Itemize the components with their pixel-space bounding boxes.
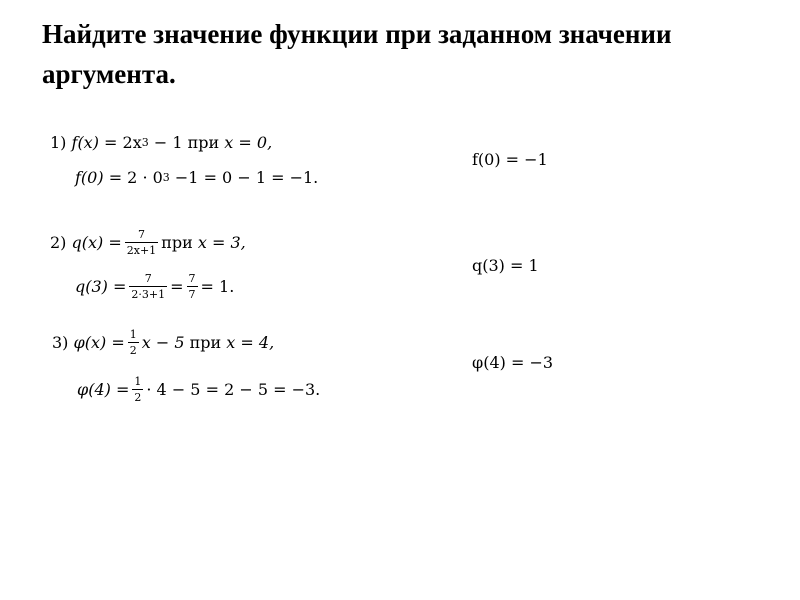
problem-2-statement [50, 228, 246, 257]
condition-word: при [161, 232, 193, 252]
fraction-denominator: 7 [188, 288, 196, 301]
equals-sign: = [113, 276, 127, 296]
condition-word: при [189, 332, 222, 352]
function-name: φ(x) [73, 332, 107, 352]
problem-3-calculation [77, 375, 320, 404]
problem-3-answer: φ(4) = −3 [472, 353, 554, 372]
problem-1-statement: 1) f(x) = 2x 3 − 1 при x = 0, [50, 133, 273, 152]
condition: x = 4, [226, 332, 275, 352]
fraction-numerator: 7 [137, 228, 145, 241]
fraction-denominator: 2·3+1 [131, 288, 166, 301]
function-name: q(x) [71, 232, 104, 252]
fraction-denominator: 2 [129, 344, 137, 357]
function-rhs: = 2x [104, 133, 142, 152]
condition-word: при [187, 133, 220, 152]
problem-number: 2) [50, 232, 67, 252]
equals-sign: = [111, 332, 125, 352]
fraction-numerator: 7 [188, 272, 196, 285]
task-title: Найдите значение функции при заданном значении аргумента. [42, 19, 672, 89]
calc-lhs: q(3) [75, 276, 108, 296]
fraction [132, 375, 143, 404]
calc-tail: = 1. [200, 276, 235, 296]
problem-1-answer: f(0) = −1 [472, 150, 548, 169]
equals-sign: = [170, 276, 184, 296]
fraction-numerator: 1 [134, 375, 142, 388]
calc-tail: · 4 − 5 = 2 − 5 = −3. [146, 379, 321, 399]
function-rhs-tail: x − 5 [141, 332, 185, 352]
calc-part-b: −1 = 0 − 1 = −1. [174, 168, 319, 187]
fraction [128, 328, 139, 357]
calc-lhs: f(0) [75, 168, 104, 187]
problem-number: 3) [52, 332, 69, 352]
condition: x = 3, [197, 232, 246, 252]
function-rhs-tail: − 1 [153, 133, 183, 152]
calc-lhs: φ(4) [77, 379, 111, 399]
fraction [187, 272, 198, 301]
function-name: f(x) [71, 133, 99, 152]
fraction-denominator: 2 [134, 391, 142, 404]
fraction [129, 272, 167, 301]
fraction-denominator: 2x+1 [126, 244, 157, 257]
calc-part-a: = 2 · 0 [108, 168, 163, 187]
problem-3-statement [52, 328, 274, 357]
fraction-numerator: 7 [144, 272, 152, 285]
fraction [125, 228, 158, 257]
fraction-numerator: 1 [129, 328, 137, 341]
equals-sign: = [115, 379, 130, 399]
problem-1-calculation: f(0) = 2 · 0 3 −1 = 0 − 1 = −1. [75, 168, 319, 187]
problem-2-answer: q(3) = 1 [472, 256, 539, 275]
equals-sign: = [108, 232, 122, 252]
problem-number: 1) [50, 133, 67, 152]
problem-2-calculation [75, 272, 234, 301]
condition: x = 0, [224, 133, 273, 152]
